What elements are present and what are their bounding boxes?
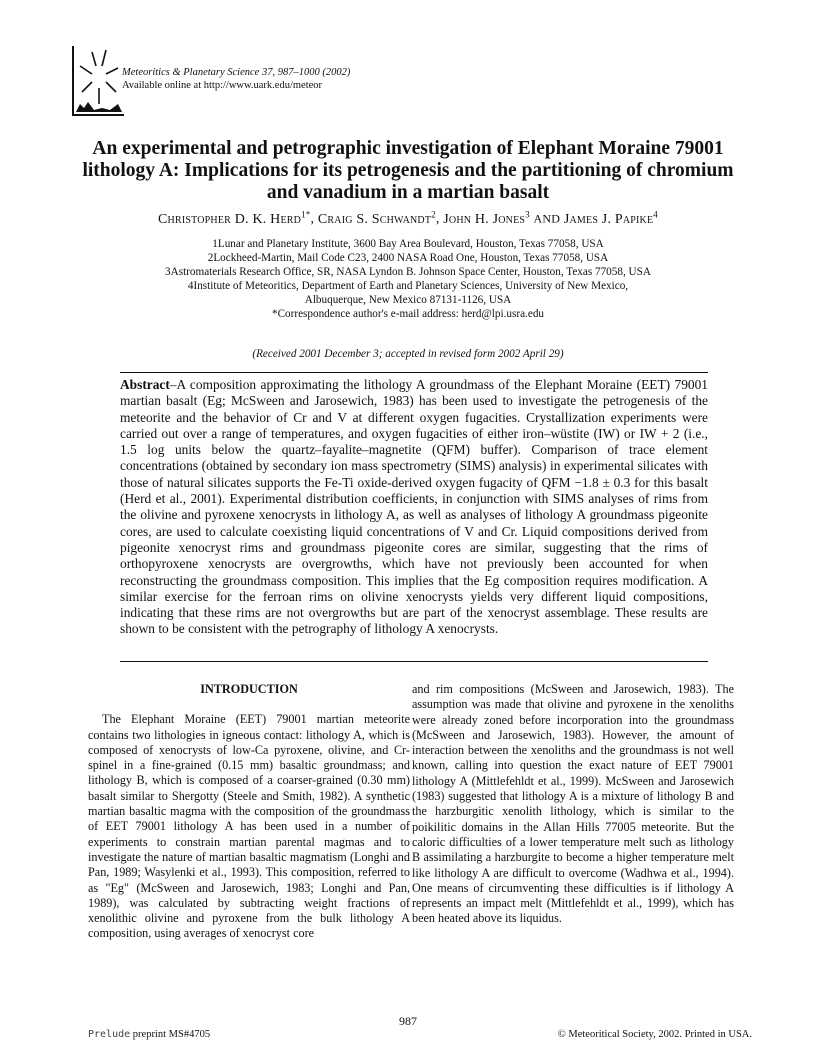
abstract-label: Abstract xyxy=(120,377,170,392)
section-heading-introduction: INTRODUCTION xyxy=(200,682,298,696)
copyright-notice: © Meteoritical Society, 2002. Printed in USA. xyxy=(557,1029,752,1040)
correspondence-email: *Correspondence author's e-mail address: herd@lpi.usra.edu xyxy=(271,308,545,320)
abstract xyxy=(120,377,708,638)
paper-title: An experimental and petrographic investigation of Elephant Moraine 79001 lithology A: Implications for its petrogenesis and the partitioning of chromium and vanadium in a martian basalt xyxy=(82,138,734,203)
author-1: Christopher D. K. Herd$^{1*}$ xyxy=(158,209,311,227)
preprint-brand: Prelude xyxy=(88,1029,131,1040)
received-dates: (Received 2001 December 3; accepted in revised form 2002 April 29) xyxy=(252,348,564,360)
affiliations xyxy=(70,237,746,321)
affiliation-4-cont: Albuquerque, New Mexico 87131-1126, USA xyxy=(304,294,512,306)
meteoritical-society-logo-icon xyxy=(72,46,124,116)
affiliation-1: 1Lunar and Planetary Institute, 3600 Bay Area Boulevard, Houston, Texas 77058, USA xyxy=(212,238,604,250)
author-4: James J. Papike$^4$ xyxy=(563,209,658,227)
author-2: Craig S. Schwandt$^2$ xyxy=(317,209,436,227)
affiliation-2: 2Lockheed-Martin, Mail Code C23, 2400 NASA Road One, Houston, Texas 77058, USA xyxy=(207,252,609,264)
preprint-id: preprint MS#4705 xyxy=(130,1029,211,1040)
abstract-top-rule xyxy=(120,372,708,373)
abstract-bottom-rule xyxy=(120,661,708,662)
author-3: John H. Jones$^3$ xyxy=(443,209,530,227)
right-column xyxy=(412,682,734,927)
left-column xyxy=(88,682,410,942)
affiliation-3: 3Astromaterials Research Office, SR, NASA Lyndon B. Johnson Space Center, Houston, Texas 77058, USA xyxy=(165,266,651,278)
affiliation-4: 4Institute of Meteoritics, Department of Earth and Planetary Sciences, University of New Mexico, xyxy=(187,280,629,292)
journal-header xyxy=(122,66,350,92)
intro-paragraph-2: and rim compositions (McSween and Jarosewich, 1983). The assumption was made that olivine and pyroxene in the xenoliths were already zoned before incorporation into the groundmass (McSween and Jarosewich, 1983). However, the amount of interaction between the xenoliths and the groundmass is not well known, calling into question the exact nature of EET 79001 lithology A (Mittlefehldt et al., 1999). McSween and Jarosewich (1983) suggested that lithology A is a mixture of lithology B and the harzburgitic xenolith lithology, which is similar to the poikilitic domains in the Allan Hills 77005 meteorite. But the caloric difficulties of a lower temperature melt such as lithology B assimilating a harzburgite to become a higher temperature melt like lithology A are difficult to overcome (Wadhwa et al., 1994). One means of circumventing these difficulties is if lithology A represents an impact melt (Mittlefehldt et al., 1999), which has been heated above its liquidus. xyxy=(412,682,734,926)
journal-citation: Meteoritics & Planetary Science 37, 987–1000 (2002) xyxy=(122,67,351,78)
author-list: Christopher D. K. Herd$^{1*}$, Craig S. Schwandt$^2$, John H. Jones$^3$ AND James J. Papike$^4$ xyxy=(158,209,658,227)
page-number: 987 xyxy=(399,1014,417,1028)
journal-url: Available online at http://www.uark.edu/meteor xyxy=(122,80,323,91)
preprint-note xyxy=(88,1029,210,1040)
intro-paragraph-1: The Elephant Moraine (EET) 79001 martian meteorite contains two lithologies in igneous contact: lithology A, which is composed of xenocrysts of low-Ca pyroxene, olivine, and Cr-spinel in a fine-grained (0.15 mm) basaltic groundmass; and lithology B, which is composed of a coarser-grained (0.30 mm) basalt similar to Shergotty (Steele and Smith, 1982). A synthetic martian basaltic magma with the composition of the groundmass of EET 79001 lithology A has been used in a number of experiments to constrain martian parental magmas and to investigate the nature of martian basaltic magmatism (Longhi and Pan, 1989; Wasylenki et al., 1993). This composition, referred to as "Eg" (McSween and Jarosewich, 1983; Longhi and Pan, 1989), was calculated by subtracting weight fractions of xenolithic olivine and pyroxene from the bulk lithology A composition, using averages of xenocryst core xyxy=(88,712,410,941)
abstract-text: –A composition approximating the lithology A groundmass of the Elephant Moraine (EET) 79001 martian basalt (Eg; McSween and Jarosewich, 1983) has been used to investigate the petrogenesis of the meteorite and the behavior of Cr and V at different oxygen fugacities. Crystallization experiments were carried out over a range of temperatures, and oxygen fugacities of either iron–wüstite (IW) or IW + 2 (i.e., 1.5 log units below the quartz–fayalite–magnetite (QFM) buffer). Comparison of trace element concentrations (obtained by secondary ion mass spectrometry (SIMS) analysis) in experimental silicates with those of natural silicates supports the Fe-Ti oxide-derived oxygen fugacity of QFM −1.8 ± 0.3 for this basalt (Herd et al., 2001). Experimental distribution coefficients, in conjunction with SIMS analyses of rims from the olivine and pyroxene xenocrysts in lithology A, as well as analyses of lithology A groundmass pigeonite cores, are used to calculate coexisting liquid concentrations of V and Cr. Liquid compositions derived from pigeonite xenocryst rims and groundmass pigeonite cores are similar, suggesting that the rims of orthopyroxene xenocrysts are overgrowths, which have not previously been accounted for when reconstructing the groundmass composition. This implies that the Eg composition requires modification. A similar exercise for the ferroan rims on olivine xenocrysts yields very different liquid compositions, indicating that these rims are not overgrowths but are part of the xenocryst assemblage. These results are shown to be consistent with the petrography of lithology A xenocrysts. xyxy=(120,377,708,637)
